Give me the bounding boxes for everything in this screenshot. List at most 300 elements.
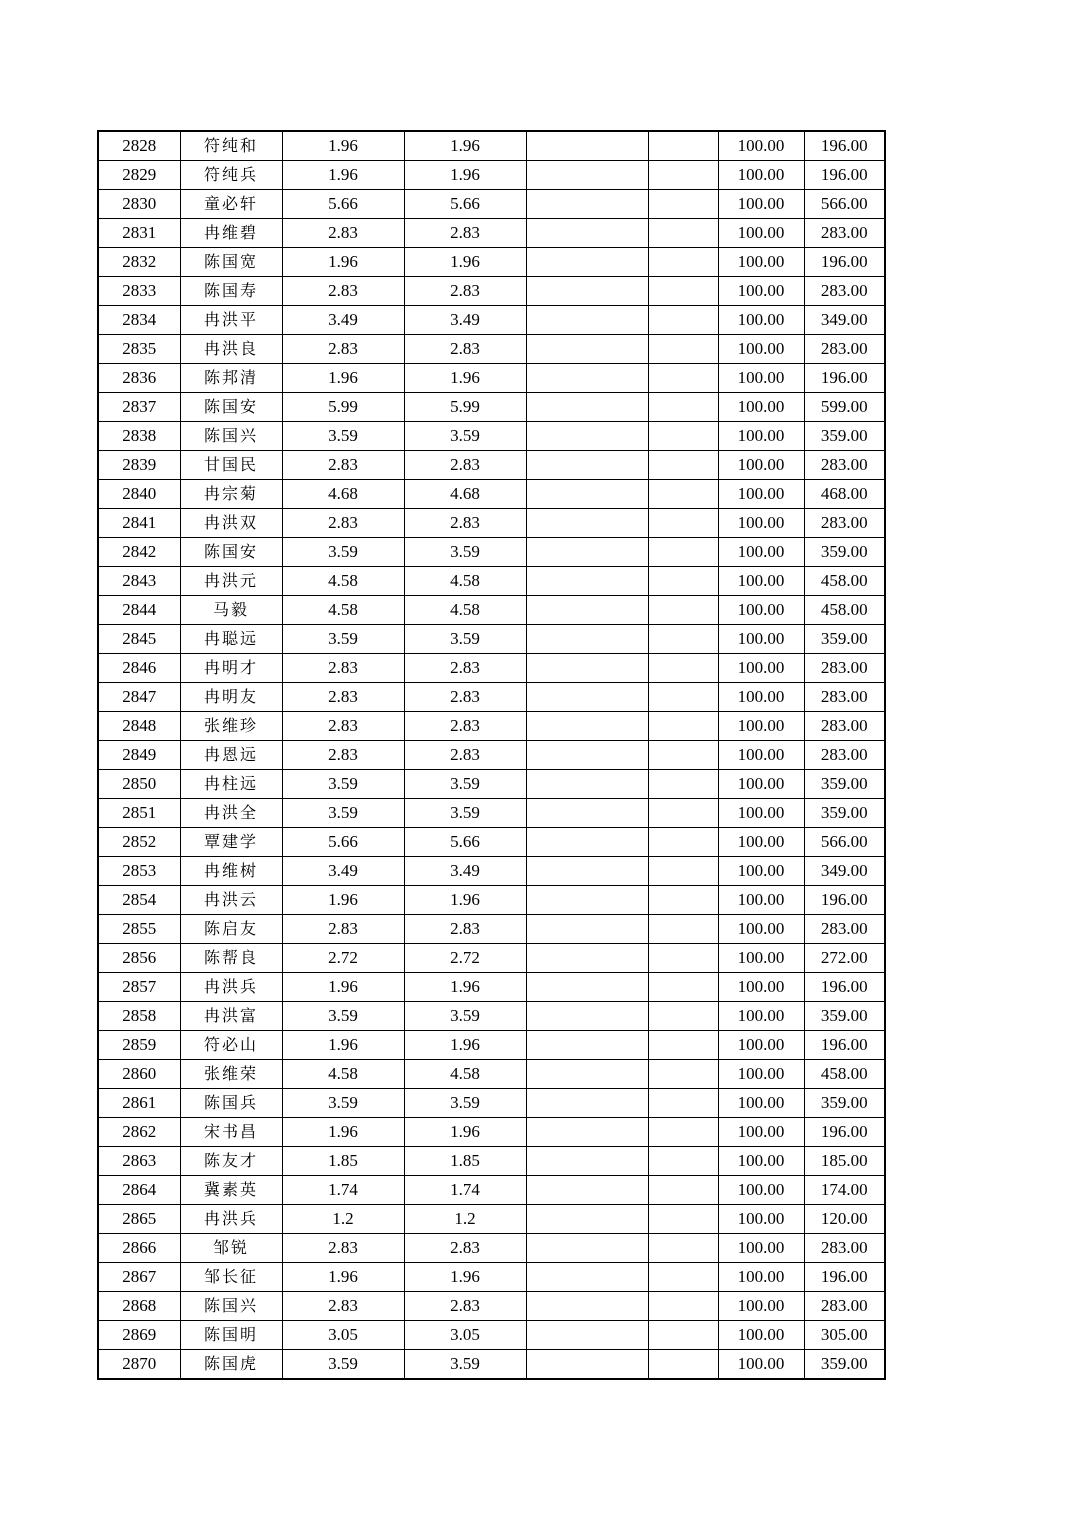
table-row — [98, 1205, 885, 1234]
value-b-cell: 1.74 — [404, 1176, 526, 1205]
value-a-cell: 2.83 — [282, 509, 404, 538]
blank-cell-1 — [526, 1118, 648, 1147]
value-b-cell: 1.96 — [404, 131, 526, 161]
row-number-cell: 2830 — [98, 190, 180, 219]
blank-cell-2 — [648, 944, 718, 973]
row-number-cell: 2845 — [98, 625, 180, 654]
blank-cell-2 — [648, 770, 718, 799]
amount-cell: 305.00 — [804, 1321, 885, 1350]
blank-cell-1 — [526, 1176, 648, 1205]
name-cell: 冉洪兵 — [180, 973, 282, 1002]
amount-cell: 566.00 — [804, 190, 885, 219]
value-a-cell: 3.49 — [282, 306, 404, 335]
name-cell: 邹长征 — [180, 1263, 282, 1292]
name-cell: 冉洪元 — [180, 567, 282, 596]
blank-cell-2 — [648, 567, 718, 596]
rate-cell: 100.00 — [718, 335, 804, 364]
table-row — [98, 886, 885, 915]
row-number-cell: 2862 — [98, 1118, 180, 1147]
table-row — [98, 248, 885, 277]
blank-cell-2 — [648, 364, 718, 393]
row-number-cell: 2831 — [98, 219, 180, 248]
name-cell: 冉柱远 — [180, 770, 282, 799]
value-b-cell: 1.96 — [404, 248, 526, 277]
amount-cell: 359.00 — [804, 422, 885, 451]
value-a-cell: 3.59 — [282, 770, 404, 799]
blank-cell-2 — [648, 625, 718, 654]
row-number-cell: 2844 — [98, 596, 180, 625]
rate-cell: 100.00 — [718, 1147, 804, 1176]
name-cell: 冉明才 — [180, 654, 282, 683]
rate-cell: 100.00 — [718, 306, 804, 335]
name-cell: 陈国兵 — [180, 1089, 282, 1118]
blank-cell-1 — [526, 1234, 648, 1263]
value-a-cell: 2.83 — [282, 712, 404, 741]
row-number-cell: 2861 — [98, 1089, 180, 1118]
name-cell: 冉洪良 — [180, 335, 282, 364]
blank-cell-2 — [648, 451, 718, 480]
table-row — [98, 509, 885, 538]
blank-cell-1 — [526, 480, 648, 509]
blank-cell-2 — [648, 1350, 718, 1380]
blank-cell-2 — [648, 1205, 718, 1234]
rate-cell: 100.00 — [718, 1292, 804, 1321]
rate-cell: 100.00 — [718, 1089, 804, 1118]
amount-cell: 283.00 — [804, 219, 885, 248]
blank-cell-2 — [648, 306, 718, 335]
value-b-cell: 3.59 — [404, 1089, 526, 1118]
amount-cell: 458.00 — [804, 1060, 885, 1089]
amount-cell: 349.00 — [804, 857, 885, 886]
row-number-cell: 2847 — [98, 683, 180, 712]
value-a-cell: 2.83 — [282, 654, 404, 683]
table-row — [98, 480, 885, 509]
rate-cell: 100.00 — [718, 219, 804, 248]
amount-cell: 349.00 — [804, 306, 885, 335]
rate-cell: 100.00 — [718, 1234, 804, 1263]
amount-cell: 283.00 — [804, 1234, 885, 1263]
value-a-cell: 2.83 — [282, 335, 404, 364]
value-a-cell: 4.68 — [282, 480, 404, 509]
row-number-cell: 2850 — [98, 770, 180, 799]
blank-cell-1 — [526, 770, 648, 799]
value-b-cell: 2.83 — [404, 654, 526, 683]
amount-cell: 120.00 — [804, 1205, 885, 1234]
blank-cell-2 — [648, 393, 718, 422]
blank-cell-2 — [648, 1002, 718, 1031]
amount-cell: 566.00 — [804, 828, 885, 857]
blank-cell-2 — [648, 683, 718, 712]
blank-cell-1 — [526, 1321, 648, 1350]
name-cell: 冉洪云 — [180, 886, 282, 915]
amount-cell: 283.00 — [804, 683, 885, 712]
blank-cell-1 — [526, 248, 648, 277]
rate-cell: 100.00 — [718, 1118, 804, 1147]
rate-cell: 100.00 — [718, 857, 804, 886]
blank-cell-1 — [526, 567, 648, 596]
blank-cell-2 — [648, 596, 718, 625]
rate-cell: 100.00 — [718, 915, 804, 944]
blank-cell-2 — [648, 741, 718, 770]
row-number-cell: 2837 — [98, 393, 180, 422]
row-number-cell: 2834 — [98, 306, 180, 335]
row-number-cell: 2838 — [98, 422, 180, 451]
row-number-cell: 2870 — [98, 1350, 180, 1380]
table-row — [98, 857, 885, 886]
row-number-cell: 2836 — [98, 364, 180, 393]
blank-cell-1 — [526, 973, 648, 1002]
blank-cell-2 — [648, 1321, 718, 1350]
blank-cell-1 — [526, 741, 648, 770]
rate-cell: 100.00 — [718, 131, 804, 161]
table-row — [98, 828, 885, 857]
amount-cell: 359.00 — [804, 1089, 885, 1118]
blank-cell-1 — [526, 1263, 648, 1292]
name-cell: 邹锐 — [180, 1234, 282, 1263]
rate-cell: 100.00 — [718, 770, 804, 799]
amount-cell: 196.00 — [804, 161, 885, 190]
value-a-cell: 2.83 — [282, 683, 404, 712]
row-number-cell: 2832 — [98, 248, 180, 277]
row-number-cell: 2853 — [98, 857, 180, 886]
table-row — [98, 654, 885, 683]
value-b-cell: 1.96 — [404, 1118, 526, 1147]
blank-cell-2 — [648, 886, 718, 915]
name-cell: 冉宗菊 — [180, 480, 282, 509]
table-row — [98, 1263, 885, 1292]
blank-cell-1 — [526, 1292, 648, 1321]
table-row — [98, 799, 885, 828]
blank-cell-2 — [648, 1234, 718, 1263]
table-row — [98, 915, 885, 944]
value-a-cell: 5.99 — [282, 393, 404, 422]
row-number-cell: 2851 — [98, 799, 180, 828]
row-number-cell: 2867 — [98, 1263, 180, 1292]
name-cell: 陈国虎 — [180, 1350, 282, 1380]
value-b-cell: 1.96 — [404, 364, 526, 393]
blank-cell-2 — [648, 131, 718, 161]
row-number-cell: 2840 — [98, 480, 180, 509]
value-b-cell: 5.66 — [404, 190, 526, 219]
blank-cell-2 — [648, 161, 718, 190]
value-a-cell: 1.2 — [282, 1205, 404, 1234]
value-b-cell: 4.58 — [404, 1060, 526, 1089]
row-number-cell: 2828 — [98, 131, 180, 161]
value-b-cell: 2.83 — [404, 741, 526, 770]
amount-cell: 359.00 — [804, 1350, 885, 1380]
amount-cell: 458.00 — [804, 567, 885, 596]
rate-cell: 100.00 — [718, 451, 804, 480]
blank-cell-1 — [526, 393, 648, 422]
row-number-cell: 2857 — [98, 973, 180, 1002]
blank-cell-2 — [648, 654, 718, 683]
row-number-cell: 2868 — [98, 1292, 180, 1321]
blank-cell-2 — [648, 277, 718, 306]
table-row — [98, 1060, 885, 1089]
value-a-cell: 2.83 — [282, 1234, 404, 1263]
value-b-cell: 3.59 — [404, 1002, 526, 1031]
amount-cell: 283.00 — [804, 741, 885, 770]
table-row — [98, 131, 885, 161]
rate-cell: 100.00 — [718, 248, 804, 277]
table-body — [98, 131, 885, 1379]
value-b-cell: 1.2 — [404, 1205, 526, 1234]
value-a-cell: 2.83 — [282, 277, 404, 306]
name-cell: 冉维树 — [180, 857, 282, 886]
table-row — [98, 1118, 885, 1147]
blank-cell-2 — [648, 828, 718, 857]
name-cell: 冉恩远 — [180, 741, 282, 770]
amount-cell: 174.00 — [804, 1176, 885, 1205]
amount-cell: 359.00 — [804, 1002, 885, 1031]
amount-cell: 185.00 — [804, 1147, 885, 1176]
rate-cell: 100.00 — [718, 828, 804, 857]
value-b-cell: 4.58 — [404, 596, 526, 625]
value-b-cell: 1.96 — [404, 1263, 526, 1292]
rate-cell: 100.00 — [718, 944, 804, 973]
row-number-cell: 2864 — [98, 1176, 180, 1205]
value-a-cell: 2.83 — [282, 915, 404, 944]
table-row — [98, 422, 885, 451]
amount-cell: 283.00 — [804, 915, 885, 944]
table-row — [98, 596, 885, 625]
amount-cell: 196.00 — [804, 131, 885, 161]
value-b-cell: 5.66 — [404, 828, 526, 857]
name-cell: 符纯和 — [180, 131, 282, 161]
table-row — [98, 625, 885, 654]
table-row — [98, 567, 885, 596]
rate-cell: 100.00 — [718, 886, 804, 915]
row-number-cell: 2865 — [98, 1205, 180, 1234]
value-b-cell: 3.59 — [404, 1350, 526, 1380]
row-number-cell: 2860 — [98, 1060, 180, 1089]
row-number-cell: 2842 — [98, 538, 180, 567]
value-b-cell: 2.83 — [404, 915, 526, 944]
rate-cell: 100.00 — [718, 1031, 804, 1060]
value-a-cell: 3.59 — [282, 422, 404, 451]
blank-cell-1 — [526, 277, 648, 306]
blank-cell-2 — [648, 219, 718, 248]
value-a-cell: 1.85 — [282, 1147, 404, 1176]
rate-cell: 100.00 — [718, 364, 804, 393]
value-b-cell: 3.59 — [404, 799, 526, 828]
amount-cell: 283.00 — [804, 451, 885, 480]
row-number-cell: 2846 — [98, 654, 180, 683]
rate-cell: 100.00 — [718, 712, 804, 741]
table-row — [98, 741, 885, 770]
value-a-cell: 3.59 — [282, 1002, 404, 1031]
value-b-cell: 2.83 — [404, 683, 526, 712]
amount-cell: 599.00 — [804, 393, 885, 422]
name-cell: 陈国寿 — [180, 277, 282, 306]
blank-cell-2 — [648, 538, 718, 567]
row-number-cell: 2855 — [98, 915, 180, 944]
table-row — [98, 1147, 885, 1176]
value-b-cell: 1.96 — [404, 1031, 526, 1060]
value-a-cell: 3.59 — [282, 625, 404, 654]
blank-cell-1 — [526, 1089, 648, 1118]
amount-cell: 196.00 — [804, 1031, 885, 1060]
table-row — [98, 1292, 885, 1321]
name-cell: 张维珍 — [180, 712, 282, 741]
value-b-cell: 1.96 — [404, 161, 526, 190]
blank-cell-1 — [526, 683, 648, 712]
value-a-cell: 1.74 — [282, 1176, 404, 1205]
blank-cell-2 — [648, 1031, 718, 1060]
amount-cell: 359.00 — [804, 770, 885, 799]
name-cell: 陈国宽 — [180, 248, 282, 277]
blank-cell-2 — [648, 1292, 718, 1321]
row-number-cell: 2852 — [98, 828, 180, 857]
blank-cell-1 — [526, 712, 648, 741]
value-b-cell: 2.83 — [404, 219, 526, 248]
value-a-cell: 1.96 — [282, 248, 404, 277]
table-row — [98, 683, 885, 712]
value-a-cell: 4.58 — [282, 1060, 404, 1089]
row-number-cell: 2829 — [98, 161, 180, 190]
blank-cell-2 — [648, 248, 718, 277]
blank-cell-1 — [526, 509, 648, 538]
row-number-cell: 2858 — [98, 1002, 180, 1031]
table-row — [98, 1002, 885, 1031]
amount-cell: 283.00 — [804, 277, 885, 306]
amount-cell: 283.00 — [804, 335, 885, 364]
name-cell: 冉洪富 — [180, 1002, 282, 1031]
amount-cell: 468.00 — [804, 480, 885, 509]
rate-cell: 100.00 — [718, 1205, 804, 1234]
rate-cell: 100.00 — [718, 596, 804, 625]
rate-cell: 100.00 — [718, 509, 804, 538]
value-a-cell: 1.96 — [282, 1031, 404, 1060]
blank-cell-1 — [526, 654, 648, 683]
name-cell: 冉聪远 — [180, 625, 282, 654]
name-cell: 陈国兴 — [180, 422, 282, 451]
blank-cell-1 — [526, 1205, 648, 1234]
row-number-cell: 2856 — [98, 944, 180, 973]
row-number-cell: 2848 — [98, 712, 180, 741]
name-cell: 覃建学 — [180, 828, 282, 857]
value-b-cell: 5.99 — [404, 393, 526, 422]
value-b-cell: 3.59 — [404, 538, 526, 567]
value-b-cell: 3.59 — [404, 422, 526, 451]
value-b-cell: 3.59 — [404, 625, 526, 654]
blank-cell-1 — [526, 1147, 648, 1176]
value-b-cell: 2.83 — [404, 277, 526, 306]
amount-cell: 196.00 — [804, 1118, 885, 1147]
blank-cell-2 — [648, 422, 718, 451]
table-row — [98, 1234, 885, 1263]
rate-cell: 100.00 — [718, 654, 804, 683]
table-row — [98, 364, 885, 393]
value-a-cell: 3.59 — [282, 1089, 404, 1118]
blank-cell-2 — [648, 1147, 718, 1176]
row-number-cell: 2859 — [98, 1031, 180, 1060]
table-row — [98, 973, 885, 1002]
blank-cell-1 — [526, 1002, 648, 1031]
blank-cell-1 — [526, 451, 648, 480]
value-b-cell: 2.83 — [404, 451, 526, 480]
rate-cell: 100.00 — [718, 799, 804, 828]
blank-cell-2 — [648, 335, 718, 364]
value-a-cell: 4.58 — [282, 567, 404, 596]
amount-cell: 359.00 — [804, 625, 885, 654]
table-row — [98, 219, 885, 248]
name-cell: 冉洪双 — [180, 509, 282, 538]
name-cell: 童必轩 — [180, 190, 282, 219]
table-row — [98, 1176, 885, 1205]
rate-cell: 100.00 — [718, 1060, 804, 1089]
blank-cell-2 — [648, 712, 718, 741]
value-b-cell: 1.96 — [404, 973, 526, 1002]
rate-cell: 100.00 — [718, 973, 804, 1002]
rate-cell: 100.00 — [718, 567, 804, 596]
blank-cell-1 — [526, 625, 648, 654]
value-a-cell: 1.96 — [282, 161, 404, 190]
amount-cell: 196.00 — [804, 364, 885, 393]
table-row — [98, 335, 885, 364]
blank-cell-1 — [526, 364, 648, 393]
row-number-cell: 2843 — [98, 567, 180, 596]
blank-cell-2 — [648, 857, 718, 886]
rate-cell: 100.00 — [718, 422, 804, 451]
amount-cell: 458.00 — [804, 596, 885, 625]
amount-cell: 196.00 — [804, 973, 885, 1002]
rate-cell: 100.00 — [718, 741, 804, 770]
amount-cell: 196.00 — [804, 1263, 885, 1292]
value-b-cell: 4.68 — [404, 480, 526, 509]
name-cell: 陈国兴 — [180, 1292, 282, 1321]
value-a-cell: 3.59 — [282, 799, 404, 828]
blank-cell-2 — [648, 973, 718, 1002]
blank-cell-1 — [526, 422, 648, 451]
amount-cell: 359.00 — [804, 538, 885, 567]
blank-cell-2 — [648, 1060, 718, 1089]
value-a-cell: 1.96 — [282, 131, 404, 161]
rate-cell: 100.00 — [718, 683, 804, 712]
value-b-cell: 2.83 — [404, 509, 526, 538]
blank-cell-1 — [526, 915, 648, 944]
table-row — [98, 306, 885, 335]
row-number-cell: 2863 — [98, 1147, 180, 1176]
row-number-cell: 2835 — [98, 335, 180, 364]
row-number-cell: 2841 — [98, 509, 180, 538]
blank-cell-1 — [526, 161, 648, 190]
name-cell: 甘国民 — [180, 451, 282, 480]
name-cell: 陈国明 — [180, 1321, 282, 1350]
data-sheet — [97, 130, 886, 1380]
blank-cell-1 — [526, 596, 648, 625]
value-b-cell: 3.59 — [404, 770, 526, 799]
value-a-cell: 2.83 — [282, 741, 404, 770]
value-a-cell: 2.83 — [282, 1292, 404, 1321]
row-number-cell: 2869 — [98, 1321, 180, 1350]
value-b-cell: 2.72 — [404, 944, 526, 973]
table-row — [98, 1089, 885, 1118]
table-row — [98, 538, 885, 567]
value-a-cell: 5.66 — [282, 828, 404, 857]
value-a-cell: 3.49 — [282, 857, 404, 886]
amount-cell: 196.00 — [804, 248, 885, 277]
rate-cell: 100.00 — [718, 538, 804, 567]
table-row — [98, 1031, 885, 1060]
rate-cell: 100.00 — [718, 393, 804, 422]
value-a-cell: 5.66 — [282, 190, 404, 219]
amount-cell: 272.00 — [804, 944, 885, 973]
blank-cell-1 — [526, 219, 648, 248]
amount-cell: 283.00 — [804, 1292, 885, 1321]
blank-cell-1 — [526, 335, 648, 364]
blank-cell-2 — [648, 190, 718, 219]
